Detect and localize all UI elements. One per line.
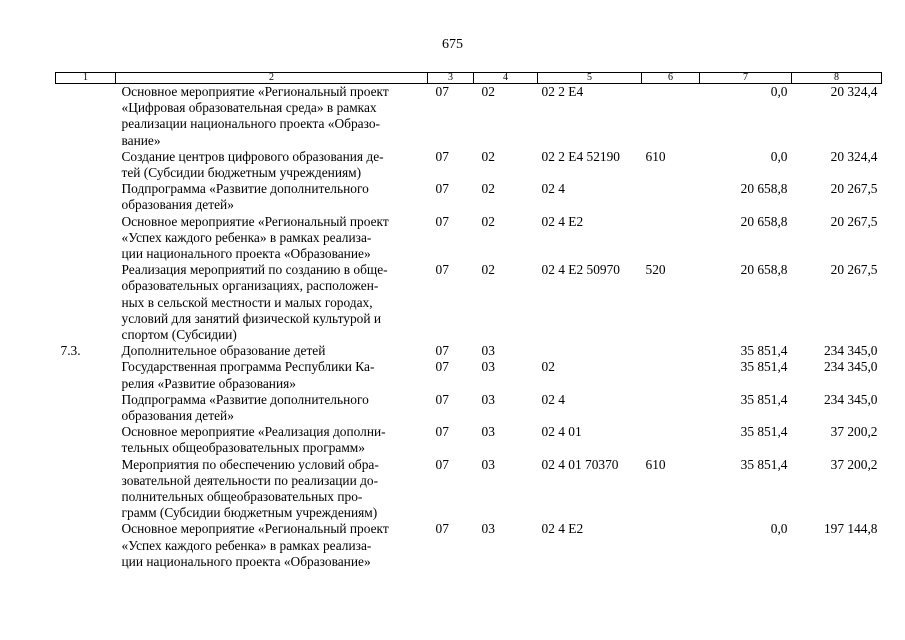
row-number <box>56 84 116 149</box>
subsection-code: 02 <box>481 181 495 197</box>
row-name-line: ных в сельской местности и малых городах, <box>121 294 373 310</box>
row-number <box>56 181 116 213</box>
subsection-code: 03 <box>481 456 495 472</box>
amount-col7: 35 851,4 <box>740 343 788 359</box>
row-name <box>116 84 428 149</box>
amount-col7: 0,0 <box>770 84 788 99</box>
expense-type-code <box>642 521 700 570</box>
row-number <box>56 262 116 343</box>
amount-col8: 234 345,0 <box>823 391 878 407</box>
row-name <box>116 149 428 181</box>
table-row <box>56 181 882 213</box>
column-header: 6 <box>642 73 700 84</box>
row-name <box>116 424 428 456</box>
target-article-code: 02 4 <box>541 181 565 197</box>
row-name-line: Основное мероприятие «Региональный проект <box>121 521 389 537</box>
table-row <box>56 521 882 570</box>
amount-col7: 20 658,8 <box>740 262 788 278</box>
row-name <box>116 392 428 424</box>
row-name <box>116 181 428 213</box>
row-number <box>56 149 116 181</box>
target-article-code: 02 2 E4 52190 <box>541 148 620 164</box>
column-header: 2 <box>116 73 428 84</box>
table-row <box>56 424 882 456</box>
amount-col7: 35 851,4 <box>740 359 788 375</box>
row-number <box>56 521 116 570</box>
row-name-line: Подпрограмма «Развитие дополнительного <box>121 391 369 407</box>
row-name <box>116 262 428 343</box>
expense-type-code <box>642 424 700 456</box>
row-number <box>56 457 116 522</box>
row-name-line: грамм (Субсидии бюджетным учреждениям) <box>121 505 378 521</box>
amount-col8: 37 200,2 <box>830 456 878 472</box>
column-header-row <box>56 73 882 84</box>
target-article-code <box>538 343 642 359</box>
row-name-line: Реализация мероприятий по созданию в обще- <box>121 262 388 278</box>
subsection-code: 03 <box>481 521 495 537</box>
target-article-code: 02 4 E2 50970 <box>541 262 620 278</box>
amount-col8: 20 267,5 <box>830 181 878 197</box>
target-article-code: 02 4 E2 <box>541 521 584 537</box>
section-code: 07 <box>435 391 449 407</box>
row-name-line: образовательных организациях, расположен- <box>121 278 379 294</box>
table-row <box>56 262 882 343</box>
row-name-line: тельных общеобразовательных программ» <box>121 440 365 456</box>
expense-type-code: 520 <box>645 262 666 278</box>
row-name <box>116 214 428 263</box>
row-name-line: Создание центров цифрового образования де- <box>121 148 384 164</box>
row-name-line: релия «Развитие образования» <box>121 375 296 391</box>
expense-type-code <box>642 359 700 391</box>
amount-col7: 35 851,4 <box>740 391 788 407</box>
subsection-code: 03 <box>481 424 495 440</box>
row-name-line: Дополнительное образование детей <box>121 343 326 359</box>
section-code: 07 <box>435 84 449 99</box>
expense-type-code <box>642 343 700 359</box>
column-header: 5 <box>538 73 642 84</box>
row-name-line: тей (Субсидии бюджетным учреждениям) <box>121 165 362 181</box>
subsection-code: 03 <box>481 359 495 375</box>
amount-col8: 20 267,5 <box>830 213 878 229</box>
budget-table <box>55 72 882 570</box>
row-number <box>56 424 116 456</box>
expense-type-code <box>642 214 700 263</box>
amount-col7: 20 658,8 <box>740 181 788 197</box>
amount-col8: 20 324,4 <box>830 84 878 99</box>
section-code: 07 <box>435 148 449 164</box>
row-number <box>56 359 116 391</box>
amount-col8: 20 267,5 <box>830 262 878 278</box>
section-code: 07 <box>435 262 449 278</box>
section-code: 07 <box>435 424 449 440</box>
target-article-code: 02 <box>541 359 555 375</box>
row-name <box>116 359 428 391</box>
row-name-line: полнительных общеобразовательных про- <box>121 489 363 505</box>
table-row <box>56 457 882 522</box>
amount-col8: 197 144,8 <box>823 521 878 537</box>
column-header: 3 <box>428 73 474 84</box>
expense-type-code <box>642 181 700 213</box>
table-row <box>56 359 882 391</box>
page-number: 675 <box>442 37 463 52</box>
row-name <box>116 457 428 522</box>
row-name-line: вание» <box>121 132 161 148</box>
amount-col7: 35 851,4 <box>740 456 788 472</box>
column-header: 1 <box>56 73 116 84</box>
section-code: 07 <box>435 181 449 197</box>
section-code: 07 <box>435 343 449 359</box>
section-code: 07 <box>435 213 449 229</box>
expense-type-code: 610 <box>645 456 666 472</box>
amount-col7: 0,0 <box>770 148 788 164</box>
subsection-code: 03 <box>481 343 495 359</box>
table-row <box>56 343 882 359</box>
row-name <box>116 343 428 359</box>
row-name-line: условий для занятий физической культурой и <box>121 310 382 326</box>
row-name-line: Мероприятия по обеспечению условий обра- <box>121 456 379 472</box>
table-body <box>56 84 882 571</box>
amount-col8: 37 200,2 <box>830 424 878 440</box>
target-article-code: 02 2 E4 <box>541 84 584 99</box>
expense-type-code <box>642 392 700 424</box>
row-name-line: образования детей» <box>121 197 234 213</box>
row-name-line: «Цифровая образовательная среда» в рамках <box>121 100 377 116</box>
amount-col7: 35 851,4 <box>740 424 788 440</box>
row-name-line: Основное мероприятие «Региональный проект <box>121 213 389 229</box>
subsection-code: 02 <box>481 84 495 99</box>
target-article-code: 02 4 E2 <box>541 213 584 229</box>
row-number: 7.3. <box>60 343 81 359</box>
table-row <box>56 392 882 424</box>
row-number <box>56 214 116 263</box>
section-code: 07 <box>435 359 449 375</box>
row-name-line: Основное мероприятие «Региональный проект <box>121 84 389 99</box>
amount-col8: 234 345,0 <box>823 343 878 359</box>
section-code: 07 <box>435 521 449 537</box>
subsection-code: 02 <box>481 148 495 164</box>
target-article-code: 02 4 <box>541 391 565 407</box>
row-name-line: «Успех каждого ребенка» в рамках реализа- <box>121 537 372 553</box>
amount-col8: 20 324,4 <box>830 148 878 164</box>
section-code: 07 <box>435 456 449 472</box>
subsection-code: 03 <box>481 391 495 407</box>
amount-col7: 0,0 <box>770 521 788 537</box>
row-name-line: образования детей» <box>121 408 234 424</box>
table-row <box>56 84 882 149</box>
row-name-line: Основное мероприятие «Реализация дополни- <box>121 424 386 440</box>
target-article-code: 02 4 01 <box>541 424 582 440</box>
row-name-line: зовательной деятельности по реализации до- <box>121 472 379 488</box>
expense-type-code: 610 <box>645 148 666 164</box>
column-header: 4 <box>474 73 538 84</box>
subsection-code: 02 <box>481 213 495 229</box>
amount-col8: 234 345,0 <box>823 359 878 375</box>
row-name-line: Государственная программа Республики Ка- <box>121 359 375 375</box>
table-row <box>56 214 882 263</box>
row-name-line: спортом (Субсидии) <box>121 327 237 343</box>
expense-type-code <box>642 84 700 149</box>
column-header: 7 <box>700 73 792 84</box>
row-name-line: ции национального проекта «Образование» <box>121 553 371 569</box>
column-header: 8 <box>792 73 882 84</box>
row-number <box>56 392 116 424</box>
amount-col7: 20 658,8 <box>740 213 788 229</box>
target-article-code: 02 4 01 70370 <box>541 456 619 472</box>
table-row <box>56 149 882 181</box>
subsection-code: 02 <box>481 262 495 278</box>
row-name-line: ции национального проекта «Образование» <box>121 246 371 262</box>
row-name-line: «Успех каждого ребенка» в рамках реализа- <box>121 229 372 245</box>
row-name-line: Подпрограмма «Развитие дополнительного <box>121 181 369 197</box>
row-name-line: реализации национального проекта «Образо- <box>121 116 380 132</box>
row-name <box>116 521 428 570</box>
